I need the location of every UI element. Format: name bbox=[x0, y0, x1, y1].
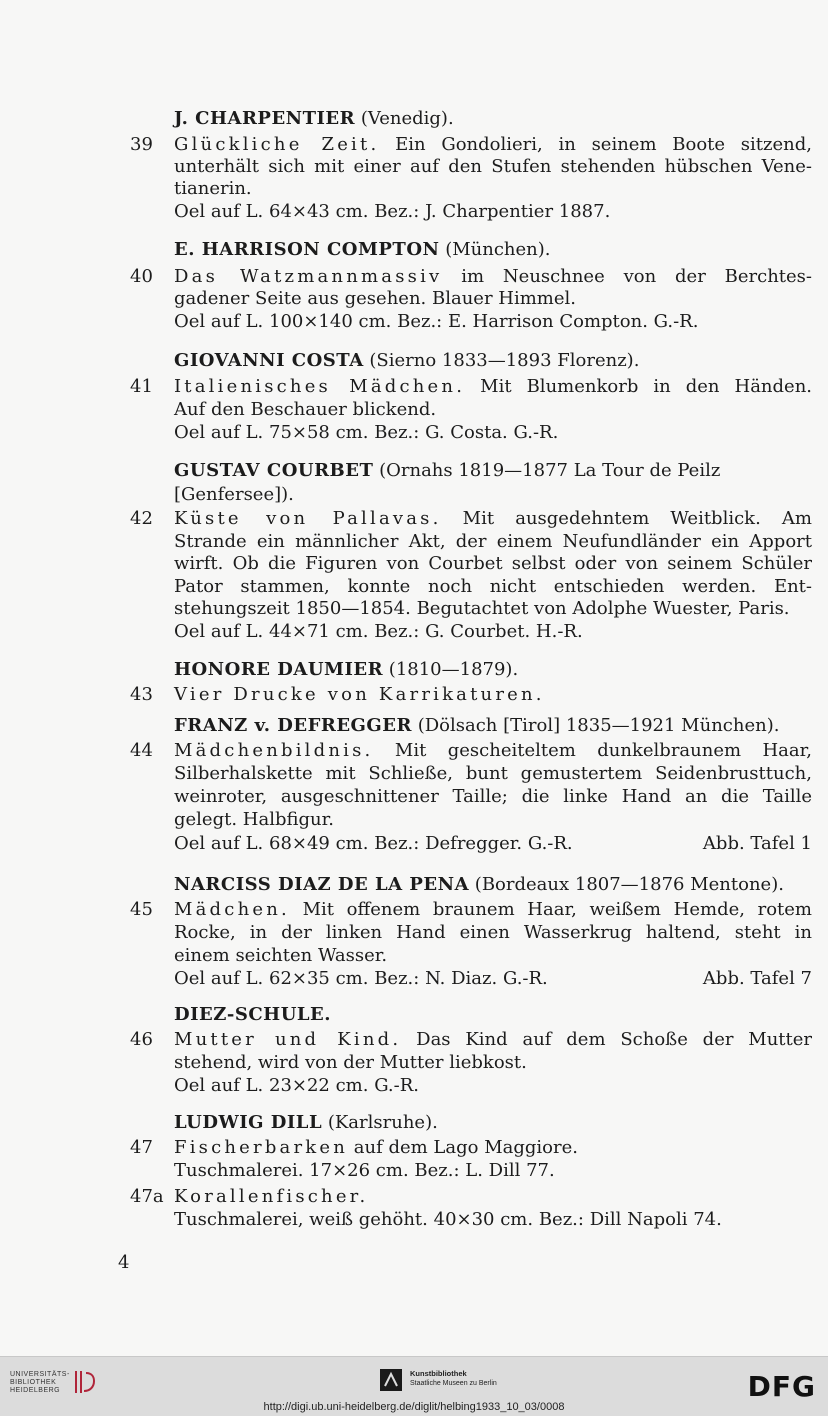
lot-number: 44 bbox=[130, 740, 153, 761]
lot-description: Rocke, in der linken Hand einen Wasserkrug haltend, steht in bbox=[174, 922, 812, 943]
lot-number: 47a bbox=[130, 1186, 164, 1207]
logo-text: BIBLIOTHEK bbox=[10, 1379, 57, 1386]
lot-description: Fischerbarken auf dem Lago Maggiore. bbox=[174, 1137, 578, 1158]
lot-description: Italienisches Mädchen. Mit Blumenkorb in den Händen. bbox=[174, 376, 813, 397]
lot-number: 39 bbox=[130, 134, 153, 155]
plate-reference: Abb. Tafel 7 bbox=[702, 968, 812, 989]
lot-number: 41 bbox=[130, 376, 153, 397]
artist-heading: GIOVANNI COSTA (Sierno 1833—1893 Florenz). bbox=[174, 350, 640, 371]
artist-heading: GUSTAV COURBET (Ornahs 1819—1877 La Tour de Peilz bbox=[174, 460, 721, 481]
artist-heading: E. HARRISON COMPTON (München). bbox=[174, 239, 551, 260]
lot-description: Das Watzmannmassiv im Neuschnee von der Berchtes- bbox=[174, 266, 812, 287]
artist-heading-continued: [Genfersee]). bbox=[174, 484, 294, 505]
university-library-logo[interactable] bbox=[10, 1371, 70, 1395]
kunstbibliothek-logo-icon[interactable] bbox=[380, 1369, 402, 1391]
lot-spec: Oel auf L. 44×71 cm. Bez.: G. Courbet. H.-R. bbox=[174, 621, 583, 642]
lot-spec: Oel auf L. 23×22 cm. G.-R. bbox=[174, 1075, 420, 1096]
lot-number: 45 bbox=[130, 899, 153, 920]
logo-text: UNIVERSITÄTS- bbox=[10, 1371, 70, 1378]
lot-description: Mutter und Kind. Das Kind auf dem Schoße der Mutter bbox=[174, 1029, 813, 1050]
artist-heading: HONORE DAUMIER (1810—1879). bbox=[174, 659, 519, 680]
lot-number: 42 bbox=[130, 508, 153, 529]
lot-description: stehungszeit 1850—1854. Begutachtet von Adolphe Wuester, Paris. bbox=[174, 598, 790, 619]
logo-text: HEIDELBERG bbox=[10, 1387, 61, 1394]
lot-spec: Oel auf L. 62×35 cm. Bez.: N. Diaz. G.-R. Abb. Tafel 7 bbox=[174, 968, 812, 989]
lot-description: tianerin. bbox=[174, 178, 252, 199]
lot-spec: Oel auf L. 75×58 cm. Bez.: G. Costa. G.-R. bbox=[174, 422, 559, 443]
lot-description: gadener Seite aus gesehen. Blauer Himmel. bbox=[174, 288, 576, 309]
lot-description: gelegt. Halbfigur. bbox=[174, 809, 334, 830]
lot-description: Mädchen. Mit offenem braunem Haar, weißem Hemde, rotem bbox=[174, 899, 812, 920]
lot-description: Glückliche Zeit. Ein Gondolieri, in seinem Boote sitzend, bbox=[174, 134, 812, 155]
footer-bar bbox=[0, 1356, 828, 1416]
artist-heading: DIEZ-SCHULE. bbox=[174, 1004, 332, 1025]
lot-number: 47 bbox=[130, 1137, 153, 1158]
lot-description: stehend, wird von der Mutter liebkost. bbox=[174, 1052, 527, 1073]
lot-number: 43 bbox=[130, 684, 153, 705]
lot-description: Mädchenbildnis. Mit gescheiteltem dunkelbraunem Haar, bbox=[174, 740, 812, 761]
lot-spec: Oel auf L. 100×140 cm. Bez.: E. Harrison Compton. G.-R. bbox=[174, 311, 699, 332]
lot-description: Vier Drucke von Karrikaturen. bbox=[174, 684, 545, 705]
lot-description: Pator stammen, konnte noch nicht entschieden werden. Ent- bbox=[174, 576, 812, 597]
lot-description: Silberhalskette mit Schließe, bunt gemustertem Seidenbrusttuch, bbox=[174, 763, 812, 784]
lot-spec: Tuschmalerei. 17×26 cm. Bez.: L. Dill 77. bbox=[174, 1160, 555, 1181]
kb-subtitle: Staatliche Museen zu Berlin bbox=[410, 1380, 497, 1387]
kb-title: Kunstbibliothek bbox=[410, 1369, 467, 1378]
lot-spec: Oel auf L. 68×49 cm. Bez.: Defregger. G.-R. Abb. Tafel 1 bbox=[174, 833, 812, 854]
university-emblem-icon bbox=[72, 1367, 98, 1397]
lot-description: wirft. Ob die Figuren von Courbet selbst oder von seinem Schüler bbox=[174, 553, 812, 574]
artist-heading: J. CHARPENTIER (Venedig). bbox=[174, 108, 454, 129]
dfg-logo[interactable]: DFG bbox=[747, 1370, 816, 1403]
lot-description: Auf den Beschauer blickend. bbox=[174, 399, 437, 420]
lot-description: einem seichten Wasser. bbox=[174, 945, 388, 966]
lot-description: weinroter, ausgeschnittener Taille; die linke Hand an die Taille bbox=[174, 786, 812, 807]
artist-heading: LUDWIG DILL (Karlsruhe). bbox=[174, 1112, 438, 1133]
artist-heading: FRANZ v. DEFREGGER (Dölsach [Tirol] 1835—1921 München). bbox=[174, 715, 780, 736]
kunstbibliothek-label bbox=[410, 1369, 497, 1388]
lot-description: Strande ein männlicher Akt, der einem Neufundländer ein Apport bbox=[174, 531, 812, 552]
lot-description: Korallenfischer. bbox=[174, 1186, 369, 1207]
artist-heading: NARCISS DIAZ DE LA PENA (Bordeaux 1807—1876 Mentone). bbox=[174, 874, 784, 895]
lot-number: 46 bbox=[130, 1029, 153, 1050]
page-number: 4 bbox=[118, 1252, 130, 1273]
lot-spec: Tuschmalerei, weiß gehöht. 40×30 cm. Bez.: Dill Napoli 74. bbox=[174, 1209, 722, 1230]
plate-reference: Abb. Tafel 1 bbox=[702, 833, 812, 854]
lot-description: Küste von Pallavas. Mit ausgedehntem Weitblick. Am bbox=[174, 508, 812, 529]
lot-spec: Oel auf L. 64×43 cm. Bez.: J. Charpentier 1887. bbox=[174, 201, 611, 222]
lot-number: 40 bbox=[130, 266, 153, 287]
source-url[interactable]: http://digi.ub.uni-heidelberg.de/diglit/helbing1933_10_03/0008 bbox=[263, 1401, 565, 1413]
lot-description: unterhält sich mit einer auf den Stufen stehenden hübschen Vene- bbox=[174, 156, 812, 177]
